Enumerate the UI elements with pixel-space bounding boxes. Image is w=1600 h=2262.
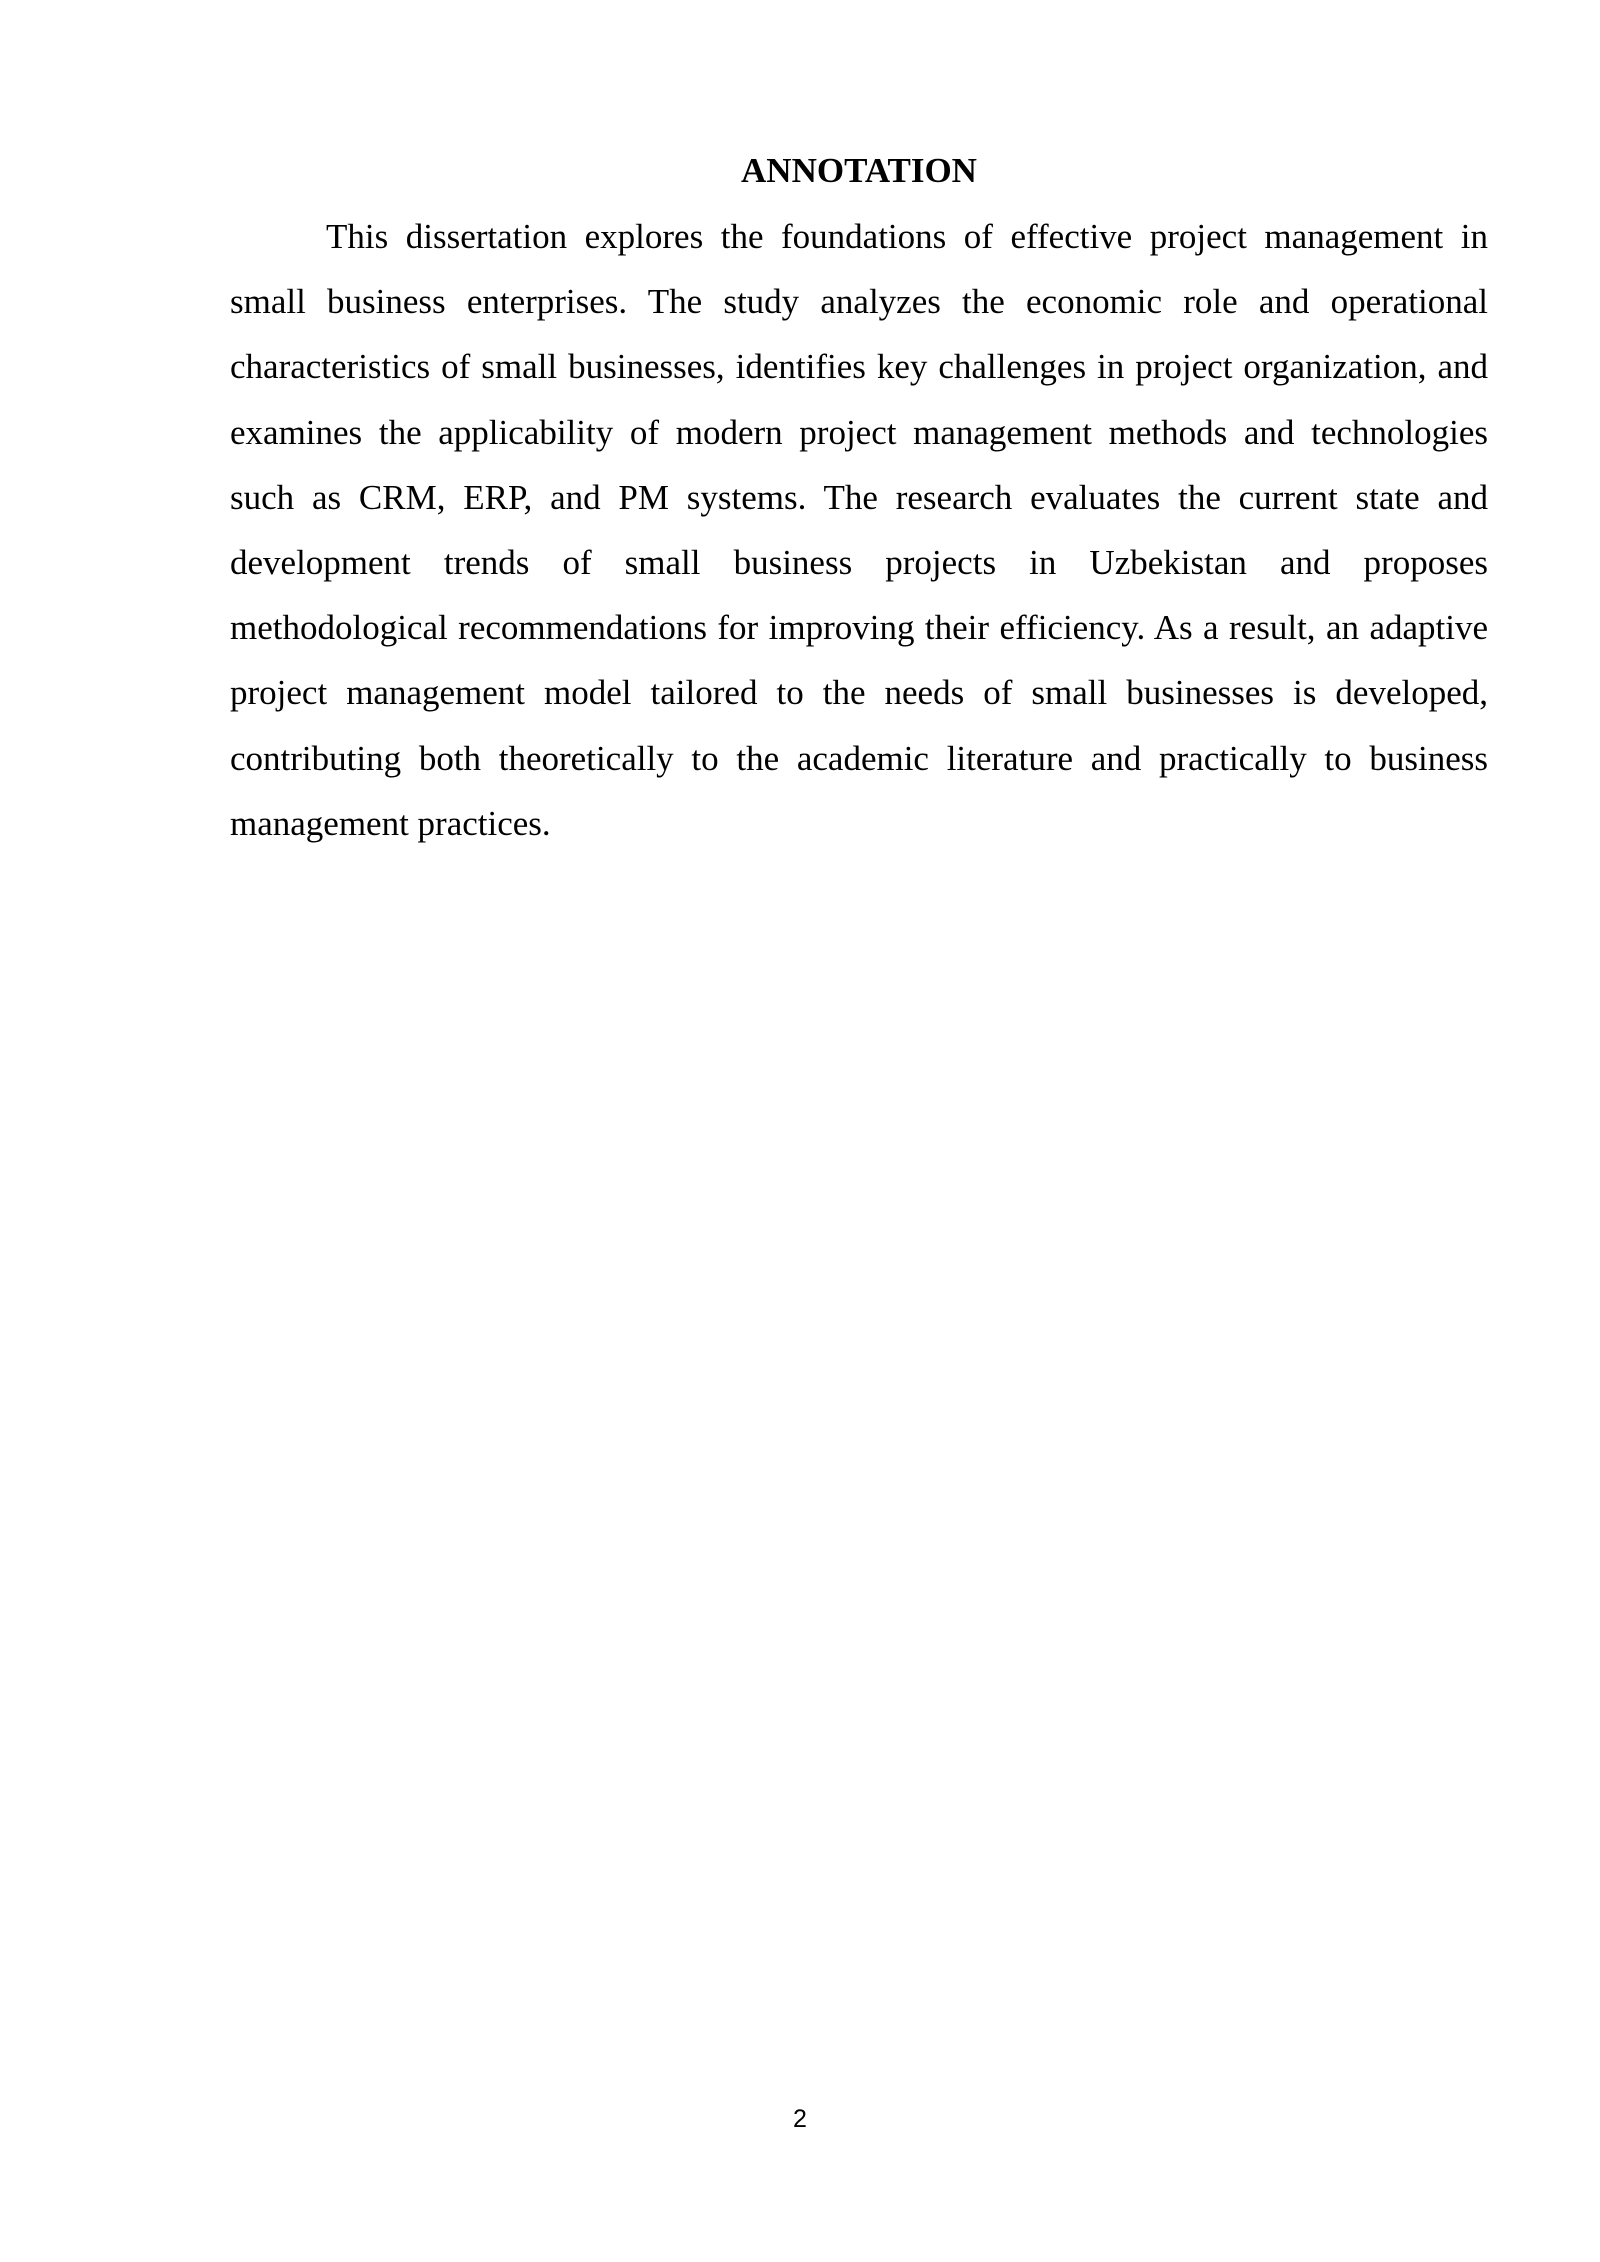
page-title: ANNOTATION bbox=[741, 151, 977, 190]
annotation-paragraph: This dissertation explores the foundations of effective project management in small business enterprises. The study analyzes the economic role and operational characteristics of small businesses, identifies key challenges in project organization, and examines the applicability of modern project management methods and technologies such as CRM, ERP, and PM systems. The research evaluates the current state and development trends of small business projects in Uzbekistan and proposes methodological recommendations for improving their efficiency. As a result, an adaptive project management model tailored to the needs of small businesses is developed, contributing both theoretically to the academic literature and practically to business management practices. bbox=[230, 217, 1488, 843]
page-number: 2 bbox=[793, 2105, 807, 2133]
